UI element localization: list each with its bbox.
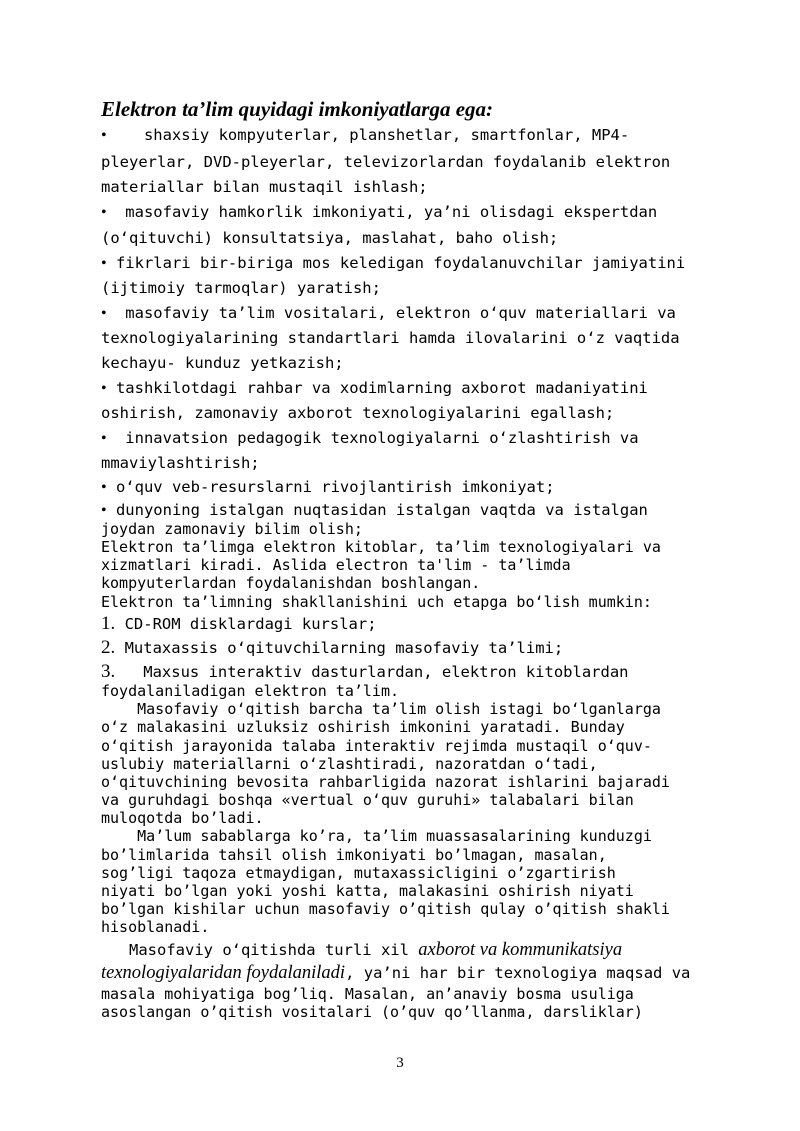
paragraph-line: Elektron ta’limning shakllanishini uch etapga bo‘lish mumkin:	[101, 593, 652, 611]
item-text: Mutaxassis o‘qituvchilarning masofaviy ta’limi;	[124, 639, 564, 657]
bullet-item-1	[101, 126, 629, 145]
bullet-line: texnologiyalarining standartlari hamda ilovalarini o‘z vaqtida	[101, 329, 680, 347]
paragraph-text: , ya’ni har bir texnologiya maqsad va	[345, 964, 691, 982]
italic-term: texnologiyalaridan foydalaniladi	[101, 963, 346, 983]
paragraph-line: xizmatlari kiradi. Aslida electron ta'lim - ta’limda	[101, 556, 571, 574]
bullet-item-2	[101, 203, 657, 222]
item-text: Maxsus interaktiv dasturlardan, elektron kitoblardan	[143, 663, 629, 681]
bullet-text: dunyoning istalgan nuqtasidan istalgan vaqtda va istalgan	[115, 501, 648, 519]
bullet-line: (o‘qituvchi) konsultatsiya, maslahat, baho olish;	[101, 229, 559, 247]
paragraph-line: hisoblanadi.	[101, 918, 210, 936]
bullet-marker: •	[101, 255, 107, 272]
numbered-item-3	[101, 661, 629, 683]
paragraph-line: kompyuterlardan foydalanishdan boshlangan.	[101, 574, 481, 592]
paragraph-line: uslubiy materiallarni o‘zlashtiradi, nazoratdan o‘tadi,	[101, 755, 598, 773]
section-heading: Elektron ta’lim quyidagi imkoniyatlarga ega:	[101, 97, 494, 121]
item-number: 1.	[101, 613, 116, 634]
bullet-item-5	[101, 379, 648, 398]
bullet-text: innavatsion pedagogik texnologiyalarni o‘zlashtirish va	[125, 429, 639, 447]
paragraph-line: Masofaviy o‘qitish barcha ta’lim olish istagi bo‘lganlarga	[101, 700, 661, 718]
bullet-line: materiallar bilan mustaqil ishlash;	[101, 178, 428, 196]
bullet-text: o‘quv veb-resurslarni rivojlantirish imkoniyat;	[115, 478, 555, 496]
bullet-item-4	[101, 304, 676, 323]
bullet-text: masofaviy hamkorlik imkoniyati, ya’ni olisdagi ekspertdan	[125, 203, 658, 221]
paragraph-line: sog’ligi taqoza etmaydigan, mutaxassicligini o’zgartirish	[101, 864, 616, 882]
paragraph-line	[101, 963, 690, 984]
bullet-item-8	[101, 501, 648, 520]
bullet-line: joydan zamonaviy bilim olish;	[101, 520, 363, 538]
numbered-item-2	[101, 637, 563, 659]
bullet-line: (ijtimoiy tarmoqlar) yaratish;	[101, 279, 381, 297]
numbered-line: foydalaniladigan elektron ta’lim.	[101, 682, 400, 700]
bullet-text: masofaviy ta’lim vositalari, elektron o‘quv materiallari va	[125, 304, 676, 322]
bullet-item-3	[101, 254, 685, 273]
paragraph-line: Ma’lum sabablarga ko’ra, ta’lim muassasalarining kunduzgi	[101, 827, 652, 845]
bullet-item-6	[101, 429, 639, 448]
item-number: 3.	[101, 661, 116, 682]
paragraph-text: Masofaviy o‘qitishda turli xil	[101, 941, 419, 959]
bullet-text: fikrlari bir-biriga mos keledigan foydalanuvchilar jamiyatini	[115, 254, 686, 272]
paragraph-line: bo’limlarida tahsil olish imkoniyati bo’lmagan, masalan,	[101, 846, 607, 864]
bullet-line: mmaviylashtirish;	[101, 454, 260, 472]
paragraph-line	[101, 940, 622, 961]
paragraph-line: va guruhdagi boshqa «vertual o‘quv guruhi» talabalari bilan	[101, 791, 634, 809]
numbered-item-1	[101, 613, 377, 635]
paragraph-line: niyati bo’lgan yoki yoshi katta, malakasini oshirish niyati	[101, 882, 634, 900]
bullet-line: oshirish, zamonaviy axborot texnologiyalarini egallash;	[101, 404, 615, 422]
bullet-marker: •	[101, 204, 107, 221]
paragraph-line: bo’lgan kishilar uchun masofaviy o’qitish qulay o’qitish shakli	[101, 900, 670, 918]
page-number: 3	[396, 1055, 404, 1071]
bullet-marker: •	[101, 479, 107, 496]
paragraph-line: o‘qituvchining bevosita rahbarligida nazorat ishlarini bajaradi	[101, 773, 670, 791]
bullet-text: shaxsiy kompyuterlar, planshetlar, smartfonlar, MP4-	[143, 126, 630, 144]
bullet-marker: •	[101, 430, 107, 447]
bullet-line: kechayu- kunduz yetkazish;	[101, 354, 344, 372]
bullet-marker: •	[101, 305, 107, 322]
paragraph-line: Elektron ta’limga elektron kitoblar, ta’lim texnologiyalari va	[101, 538, 661, 556]
bullet-item-7	[101, 478, 555, 497]
bullet-marker: •	[101, 380, 107, 397]
item-number: 2.	[101, 637, 116, 658]
paragraph-line: o‘z malakasini uzluksiz oshirish imkonini yaratadi. Bunday	[101, 718, 625, 736]
paragraph-line: muloqotda bo’ladi.	[101, 809, 264, 827]
item-text: CD-ROM disklardagi kurslar;	[124, 615, 377, 633]
bullet-marker: •	[101, 502, 107, 519]
paragraph-line: masala mohiyatiga bog’liq. Masalan, an’anaviy bosma usuliga	[101, 985, 634, 1003]
bullet-line: pleyerlar, DVD-pleyerlar, televizorlardan foydalanib elektron	[101, 153, 671, 171]
paragraph-line: o‘qitish jarayonida talaba interaktiv rejimda mustaqil o‘quv-	[101, 737, 652, 755]
bullet-marker: •	[101, 127, 107, 144]
bullet-text: tashkilotdagi rahbar va xodimlarning axborot madaniyatini	[115, 379, 648, 397]
paragraph-line: asoslangan o’qitish vositalari (o’quv qo’llanma, darsliklar)	[101, 1003, 643, 1021]
italic-term: axborot va kommunikatsiya	[418, 940, 623, 960]
